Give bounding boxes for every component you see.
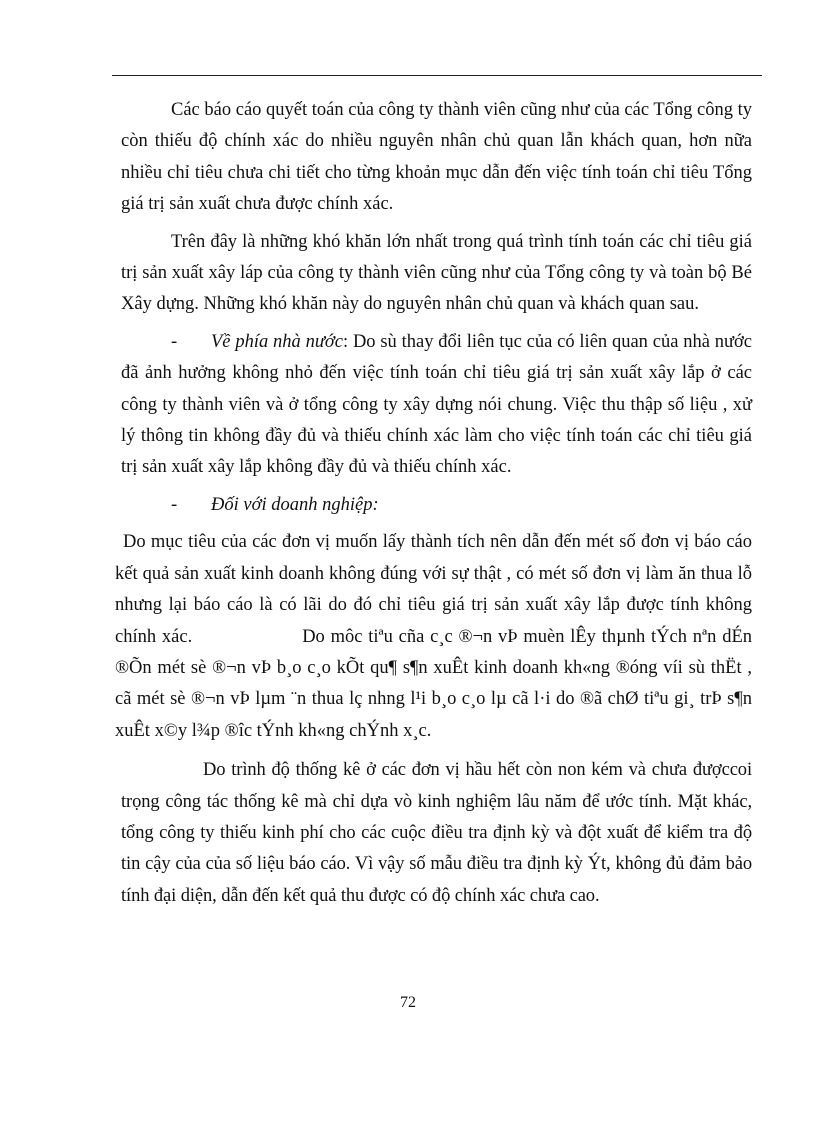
header-rule [112, 75, 762, 76]
paragraph-3-legacy-text: Do môc tiªu cña c¸c ®¬n vÞ muèn lÊy thµnh tÝch nªn dÉn ®Õn mét sè ®¬n vÞ b¸o c¸o kÕt qu¶ s¶n xuÊt kinh doanh kh«ng ®óng víi sù thËt , cã mét sè ®¬n vÞ lµm ¨n thua lç nhng l¹i b¸o c¸o lµ cã l·i do ®ã chØ tiªu gi¸ trÞ s¶n xuÊt x©y l¾p ®îc tÝnh kh«ng chÝnh x¸c. [115, 626, 752, 741]
paragraph-3 [115, 527, 752, 747]
bullet-dash: - [171, 494, 178, 515]
document-body [115, 95, 752, 912]
bullet-title: Đối với doanh nghiệp: [211, 494, 379, 515]
paragraph-2: Trên đây là những khó khăn lớn nhất trong quá trình tính toán các chỉ tiêu giá trị sản xuất xây láp của công ty thành viên cũng như của Tổng công ty và toàn bộ Bé Xây dựng. Những khó khăn này do nguyên nhân chủ quan và khách quan sau. [121, 231, 752, 315]
bullet-title: Về phía nhà nước [211, 331, 343, 352]
paragraph-1: Các báo cáo quyết toán của công ty thành viên cũng như của các Tổng công ty còn thiếu độ chính xác do nhiều nguyên nhân chủ quan lẫn khách quan, hơn nữa nhiều chỉ tiêu chưa chi tiết cho từng khoản mục dẫn đến việc tính toán chỉ tiêu Tổng giá trị sản xuất chưa được chính xác. [121, 100, 752, 215]
bullet-text: : Do sù thay đổi liên tục của có liên quan của nhà nước đã ảnh hưởng không nhỏ đến việc tính toán chỉ tiêu giá trị sản xuất xây lắp ở các công ty thành viên và ở tổng công ty xây dựng nói chung. Việc thu thập số liệu , xử lý thông tin không đầy đủ và thiếu chính xác làm cho việc tính toán các chỉ tiêu giá trị sản xuất xây lắp không đầy đủ và thiếu chính xác. [121, 331, 752, 478]
paragraph-4: Do trình độ thống kê ở các đơn vị hầu hết còn non kém và chưa đượccoi trọng công tác thống kê mà chỉ dựa vò kinh nghiệm lâu năm để ước tính. Mặt khác, tổng công ty thiếu kinh phí cho các cuộc điều tra định kỳ và đột xuất để kiểm tra độ tin cậy của của số liệu báo cáo. Vì vậy số mẫu điều tra định kỳ Ýt, không đủ đảm bảo tính đại diện, dẫn đến kết quả thu được có độ chính xác chưa cao. [121, 760, 752, 906]
bullet-state [121, 327, 752, 484]
bullet-enterprise [121, 490, 752, 521]
bullet-dash: - [171, 331, 178, 352]
paragraph-3-text: Do mục tiêu của các đơn vị muốn lấy thành tích nên dẫn đến mét số đơn vị báo cáo kết quả sản xuất kinh doanh không đúng với sự thật , có mét số đơn vị làm ăn thua lỗ nhưng lại báo cáo là có lãi do đó chỉ tiêu giá trị sản xuất xây lắp được tính không chính xác. [115, 532, 752, 647]
page-number: 72 [400, 994, 416, 1011]
